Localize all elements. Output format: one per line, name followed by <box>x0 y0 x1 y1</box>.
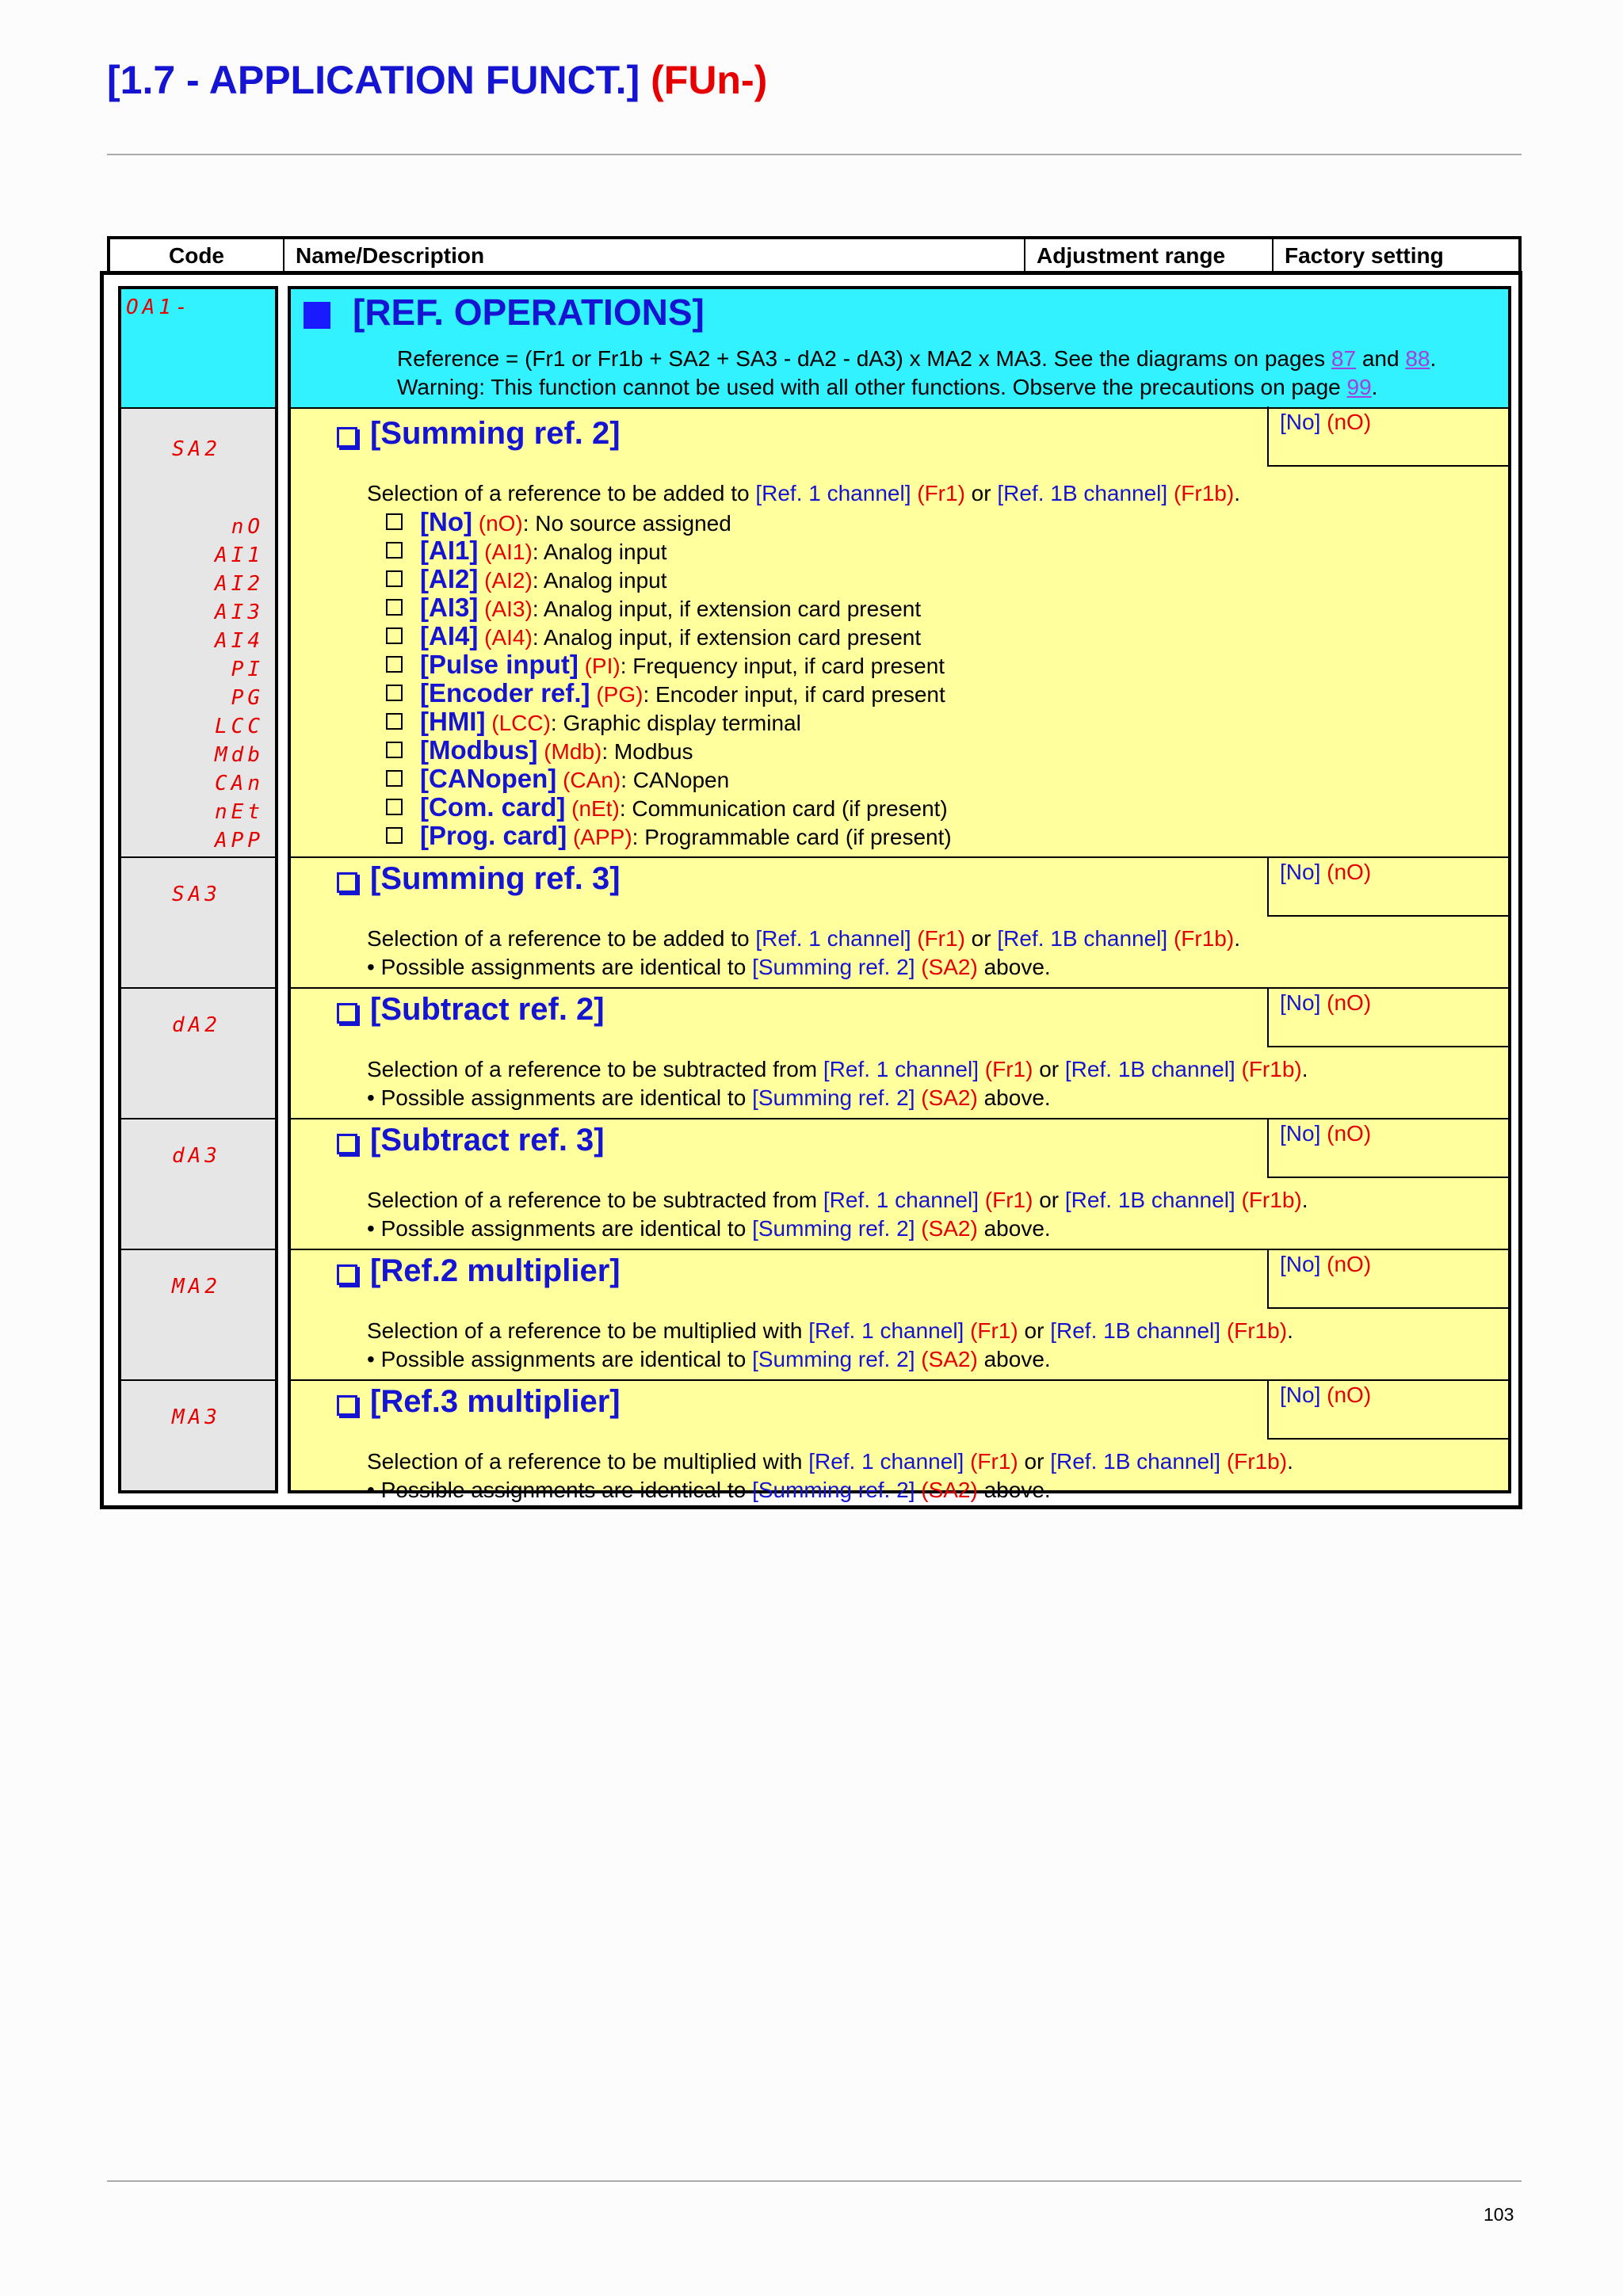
checkbox-icon <box>386 656 403 673</box>
code-da3: dA3 <box>172 1144 221 1168</box>
assignment-note-da2: • Possible assignments are identical to [Summing ref. 2] (SA2) above. <box>367 1085 1051 1110</box>
code-option: LCC <box>215 715 264 738</box>
code-option: PG <box>231 686 264 710</box>
header-name: Name/Description <box>285 239 1025 273</box>
checkbox-icon <box>386 770 403 787</box>
section-description-sa3: Selection of a reference to be added to [Ref. 1 channel] (Fr1) or [Ref. 1B channel] (Fr1b). <box>367 926 1240 951</box>
checkbox-icon <box>386 685 403 701</box>
page-title <box>107 57 767 103</box>
ref-ops-line-1: Reference = (Fr1 or Fr1b + SA2 + SA3 - dA2 - dA3) x MA2 x MA3. See the diagrams on pages 87 and 88. <box>397 346 1437 371</box>
page-number: 103 <box>1484 2204 1514 2225</box>
code-column <box>118 286 278 1493</box>
checkbox-icon <box>386 713 403 730</box>
code-ma3: MA3 <box>172 1405 221 1429</box>
code-ma2: MA2 <box>172 1275 221 1299</box>
code-option: Mdb <box>215 743 264 767</box>
list-item: [AI1] (AI1): Analog input <box>386 536 667 566</box>
code-option: AI2 <box>215 572 264 596</box>
checkbox-icon <box>386 799 403 815</box>
list-item: [No] (nO): No source assigned <box>386 508 731 538</box>
list-item: [Encoder ref.] (PG): Encoder input, if card present <box>386 679 945 709</box>
assignment-note-sa3: • Possible assignments are identical to [Summing ref. 2] (SA2) above. <box>367 955 1051 979</box>
section-title-da3: [Subtract ref. 3] <box>370 1123 605 1158</box>
page-link-87[interactable]: 87 <box>1331 346 1357 371</box>
code-option: nEt <box>215 800 264 824</box>
factory-setting-da2: [No] (nO) <box>1267 987 1508 1047</box>
code-divider <box>121 856 275 858</box>
factory-setting-sa2: [No] (nO) <box>1267 406 1508 467</box>
assignment-note-ma3: • Possible assignments are identical to [Summing ref. 2] (SA2) above. <box>367 1478 1051 1502</box>
section-title-sa2: [Summing ref. 2] <box>370 416 621 451</box>
section-title-sa3: [Summing ref. 3] <box>370 861 621 896</box>
ref-ops-line-2: Warning: This function cannot be used with all other functions. Observe the precautions on page 99. <box>397 375 1378 399</box>
checkbox-icon <box>386 627 403 644</box>
code-divider <box>121 1379 275 1381</box>
list-item: [AI2] (AI2): Analog input <box>386 565 667 595</box>
table-header <box>107 236 1522 276</box>
section-description-ma2: Selection of a reference to be multiplied with [Ref. 1 channel] (Fr1) or [Ref. 1B channel] (Fr1b). <box>367 1318 1293 1343</box>
checkbox-icon <box>337 1134 357 1154</box>
ref-ops-code-band <box>121 289 275 409</box>
code-da2: dA2 <box>172 1013 221 1037</box>
top-divider <box>107 154 1522 155</box>
assignment-note-da3: • Possible assignments are identical to [Summing ref. 2] (SA2) above. <box>367 1216 1051 1241</box>
assignment-note-ma2: • Possible assignments are identical to [Summing ref. 2] (SA2) above. <box>367 1347 1051 1371</box>
page-title-code: (FUn-) <box>651 58 768 102</box>
code-sa3: SA3 <box>172 883 221 906</box>
list-item: [HMI] (LCC): Graphic display terminal <box>386 707 801 738</box>
list-item: [Pulse input] (PI): Frequency input, if card present <box>386 650 945 681</box>
code-divider <box>121 1118 275 1119</box>
code-option: AI4 <box>215 629 264 653</box>
bottom-divider <box>107 2180 1522 2182</box>
code-sa2: SA2 <box>172 437 221 461</box>
code-option: nO <box>231 515 264 539</box>
page-title-main: [1.7 - APPLICATION FUNCT.] <box>107 58 640 102</box>
checkbox-icon <box>386 513 403 530</box>
factory-setting-ma2: [No] (nO) <box>1267 1249 1508 1309</box>
factory-setting-sa3: [No] (nO) <box>1267 856 1508 917</box>
checkbox-icon <box>386 827 403 844</box>
list-item: [AI3] (AI3): Analog input, if extension card present <box>386 593 921 624</box>
section-title-ma3: [Ref.3 multiplier] <box>370 1384 621 1419</box>
code-option: AI3 <box>215 601 264 624</box>
ref-ops-code: OA1- <box>126 296 192 319</box>
checkbox-icon <box>386 570 403 587</box>
section-description-da3: Selection of a reference to be subtracted from [Ref. 1 channel] (Fr1) or [Ref. 1B channel] (Fr1b). <box>367 1188 1308 1212</box>
header-adjustment: Adjustment range <box>1025 239 1274 273</box>
ref-ops-section <box>291 289 1508 409</box>
filled-square-icon <box>304 302 330 329</box>
code-option: AI1 <box>215 543 264 567</box>
list-item: [Prog. card] (APP): Programmable card (if present) <box>386 822 952 852</box>
list-item: [Modbus] (Mdb): Modbus <box>386 736 693 766</box>
checkbox-icon <box>386 742 403 758</box>
description-column <box>288 286 1511 1502</box>
checkbox-icon <box>337 1395 357 1416</box>
checkbox-icon <box>337 1003 357 1024</box>
list-item: [CANopen] (CAn): CANopen <box>386 765 729 795</box>
ref-ops-title: [REF. OPERATIONS] <box>353 292 705 333</box>
checkbox-icon <box>337 872 357 893</box>
section-description-sa2: Selection of a reference to be added to [Ref. 1 channel] (Fr1) or [Ref. 1B channel] (Fr1b). <box>367 481 1240 505</box>
code-option: PI <box>231 658 264 681</box>
code-option: APP <box>215 829 264 852</box>
checkbox-icon <box>337 427 357 448</box>
section-title-da2: [Subtract ref. 2] <box>370 992 605 1027</box>
factory-setting-da3: [No] (nO) <box>1267 1118 1508 1178</box>
code-option: CAn <box>215 772 264 795</box>
list-item: [Com. card] (nEt): Communication card (if present) <box>386 793 948 823</box>
header-factory: Factory setting <box>1285 243 1444 268</box>
checkbox-icon <box>386 542 403 559</box>
code-divider <box>121 987 275 989</box>
checkbox-icon <box>337 1264 357 1285</box>
parameter-table <box>100 271 1522 1509</box>
factory-setting-ma3: [No] (nO) <box>1267 1379 1508 1440</box>
checkbox-icon <box>386 599 403 616</box>
section-title-ma2: [Ref.2 multiplier] <box>370 1253 621 1288</box>
header-code: Code <box>110 239 285 273</box>
page-link-88[interactable]: 88 <box>1405 346 1430 371</box>
section-description-ma3: Selection of a reference to be multiplied with [Ref. 1 channel] (Fr1) or [Ref. 1B channel] (Fr1b). <box>367 1449 1293 1474</box>
list-item: [AI4] (AI4): Analog input, if extension card present <box>386 622 921 652</box>
section-description-da2: Selection of a reference to be subtracted from [Ref. 1 channel] (Fr1) or [Ref. 1B channel] (Fr1b). <box>367 1057 1308 1081</box>
page-link-99[interactable]: 99 <box>1346 375 1372 399</box>
code-divider <box>121 1249 275 1250</box>
